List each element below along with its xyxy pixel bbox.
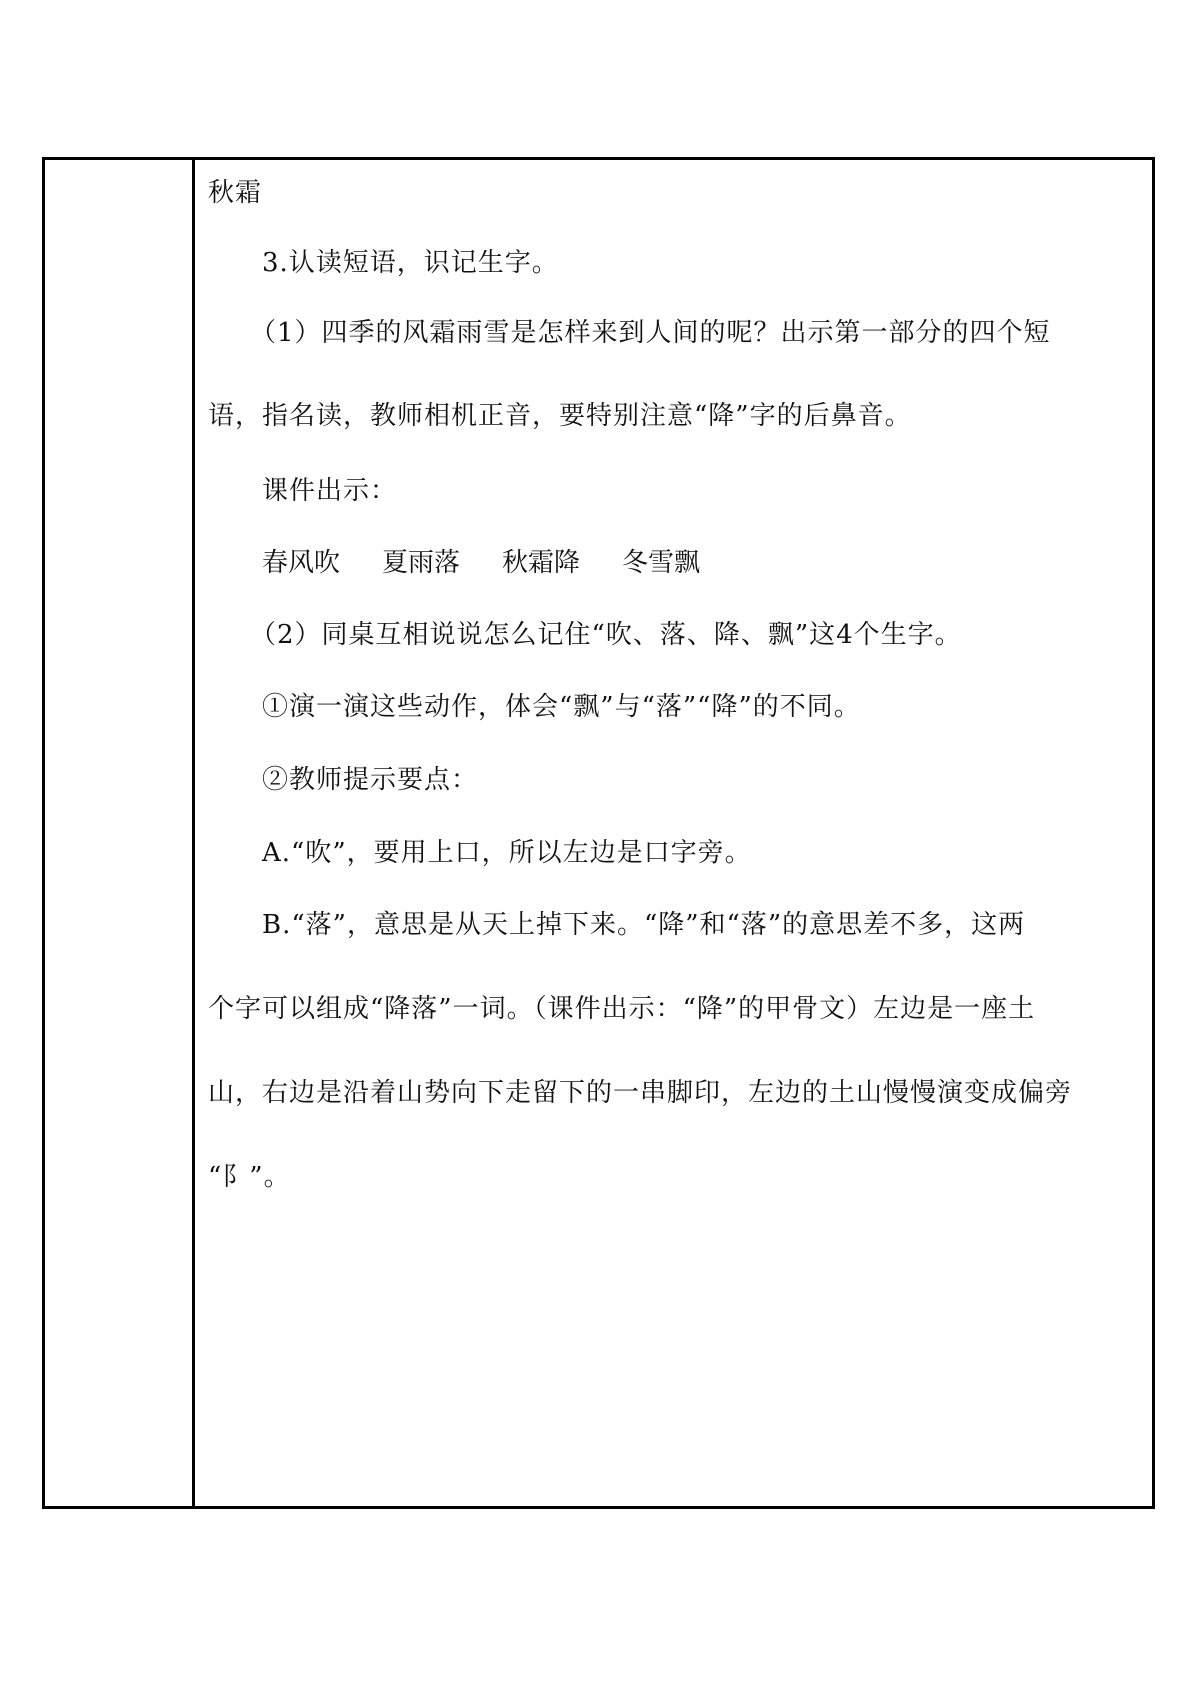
text-line: 语，指名读，教师相机正音，要特别注意“降”字的后鼻音。: [208, 401, 912, 431]
phrase: 夏雨落: [382, 548, 461, 578]
text-line: ①演一演这些动作，体会“飘”与“落”“降”的不同。: [262, 692, 861, 722]
table-left-column: [45, 160, 195, 1506]
table-frame: [42, 157, 1155, 1509]
phrase-row: [262, 546, 700, 580]
text-line: 3.认读短语，识记生字。: [262, 248, 559, 278]
text-line: A.“吹”，要用上口，所以左边是口字旁。: [262, 838, 752, 868]
phrase: 春风吹: [262, 548, 341, 578]
text-line: 山，右边是沿着山势向下走留下的一串脚印，左边的土山慢慢演变成偏旁: [208, 1078, 1073, 1108]
text-line: B.“落”，意思是从天上掉下来。“降”和“落”的意思差不多，这两: [262, 910, 1026, 940]
text-line: 秋霜: [208, 178, 263, 208]
text-line: 个字可以组成“降落”一词。（课件出示：“降”的甲骨文）左边是一座土: [208, 994, 1036, 1024]
text-line: （1）四季的风霜雨雪是怎样来到人间的呢？出示第一部分的四个短: [250, 318, 1051, 348]
text-line: “阝”。: [208, 1162, 291, 1192]
text-line: 课件出示：: [262, 476, 398, 506]
phrase: 冬雪飘: [622, 548, 701, 578]
text-line: （2）同桌互相说说怎么记住“吹、落、降、飘”这4个生字。: [250, 620, 962, 650]
text-line: ②教师提示要点：: [262, 765, 479, 795]
table-content-cell: [208, 160, 1152, 1506]
phrase: 秋霜降: [502, 548, 581, 578]
